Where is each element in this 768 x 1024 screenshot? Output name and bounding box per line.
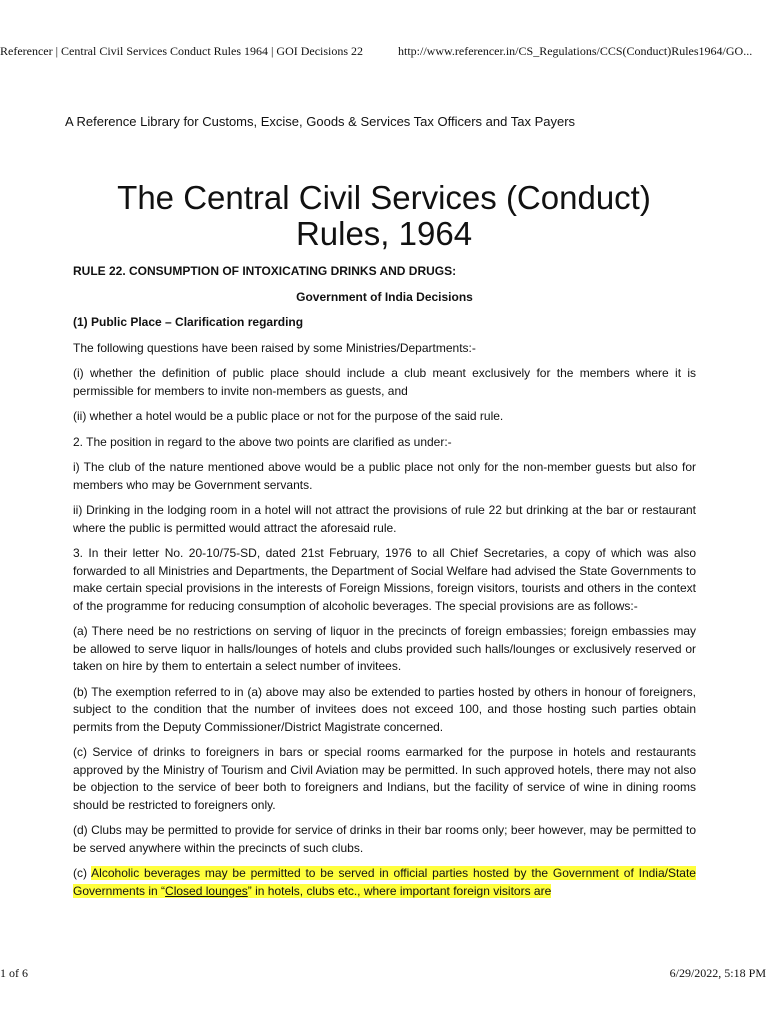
paragraph: ii) Drinking in the lodging room in a hotel will not attract the provisions of rule 22 but drinking at the bar or restaurant where the public is permitted would attract the aforesaid rule.: [73, 503, 696, 535]
print-header-url: http://www.referencer.in/CS_Regulations/CCS(Conduct)Rules1964/GO...: [398, 44, 753, 58]
paragraph: 3. In their letter No. 20-10/75-SD, dated 21st February, 1976 to all Chief Secretaries, a copy of which was also forwarded to all Ministries and Departments, the Department of Social Welfare had advised the State Governments to make certain special provisions in the interests of Foreign Missions, foreign visitors, tourists and others in the context of the programme for reducing consumption of alcoholic beverages. The special provisions are as follows:-: [73, 546, 696, 613]
paragraph: (b) The exemption referred to in (a) above may also be extended to parties hosted by others in honour of foreigners, subject to the condition that the number of invitees does not exceed 100, and those hosting such parties obtain permits from the Deputy Commissioner/District Magistrate concerned.: [73, 684, 696, 734]
document-body: [73, 263, 696, 908]
page-title: The Central Civil Services (Conduct) Rules, 1964: [117, 179, 651, 252]
section-heading: (1) Public Place – Clarification regarding: [73, 315, 304, 329]
paragraph-highlighted: [73, 865, 696, 900]
highlighted-underlined-text: Closed lounges: [165, 883, 248, 898]
print-datetime: 6/29/2022, 5:18 PM: [669, 966, 766, 980]
highlighted-text: ” in hotels, clubs etc., where important foreign visitors are: [247, 883, 552, 898]
paragraph: i) The club of the nature mentioned above would be a public place not only for the non-member guests but also for members who may be Government servants.: [73, 460, 696, 492]
paragraph: 2. The position in regard to the above two points are clarified as under:-: [73, 434, 452, 449]
paragraph: (i) whether the definition of public place should include a club meant exclusively for the members where it is permissible for members to invite non-members as guests, and: [73, 366, 696, 398]
paragraph-prefix: (c): [73, 866, 92, 880]
paragraph: (a) There need be no restrictions on serving of liquor in the precincts of foreign embassies; foreign embassies may be allowed to serve liquor in halls/lounges of hotels and clubs provided such halls/lounges or exclusively reserved or taken on hire by them to entertain a select number of invitees.: [73, 624, 696, 673]
paragraph: (ii) whether a hotel would be a public place or not for the purpose of the said rule.: [73, 409, 504, 423]
paragraph: (c) Service of drinks to foreigners in bars or special rooms earmarked for the purpose in hotels and restaurants approved by the Ministry of Tourism and Civil Aviation may be permitted. In such approved hotels, there may not also be objection to the service of beer both to foreigners and Indians, but the facility of service of wine in dining rooms should be restricted to foreigners only.: [73, 745, 696, 812]
page-number: 1 of 6: [0, 966, 28, 980]
decisions-subheading: Government of India Decisions: [296, 289, 473, 304]
paragraph: (d) Clubs may be permitted to provide for service of drinks in their bar rooms only; beer however, may be permitted to be served anywhere within the precincts of such clubs.: [73, 823, 696, 855]
site-tagline: A Reference Library for Customs, Excise, Goods & Services Tax Officers and Tax Payers: [64, 114, 576, 129]
rule-heading: RULE 22. CONSUMPTION OF INTOXICATING DRINKS AND DRUGS:: [73, 264, 457, 278]
highlighted-text: Alcoholic beverages may be permitted to be served in official parties hosted by the Government of India/State Governments in “: [73, 866, 696, 898]
paragraph: The following questions have been raised by some Ministries/Departments:-: [73, 340, 476, 355]
print-header-title: Referencer | Central Civil Services Conduct Rules 1964 | GOI Decisions 22: [0, 44, 364, 58]
